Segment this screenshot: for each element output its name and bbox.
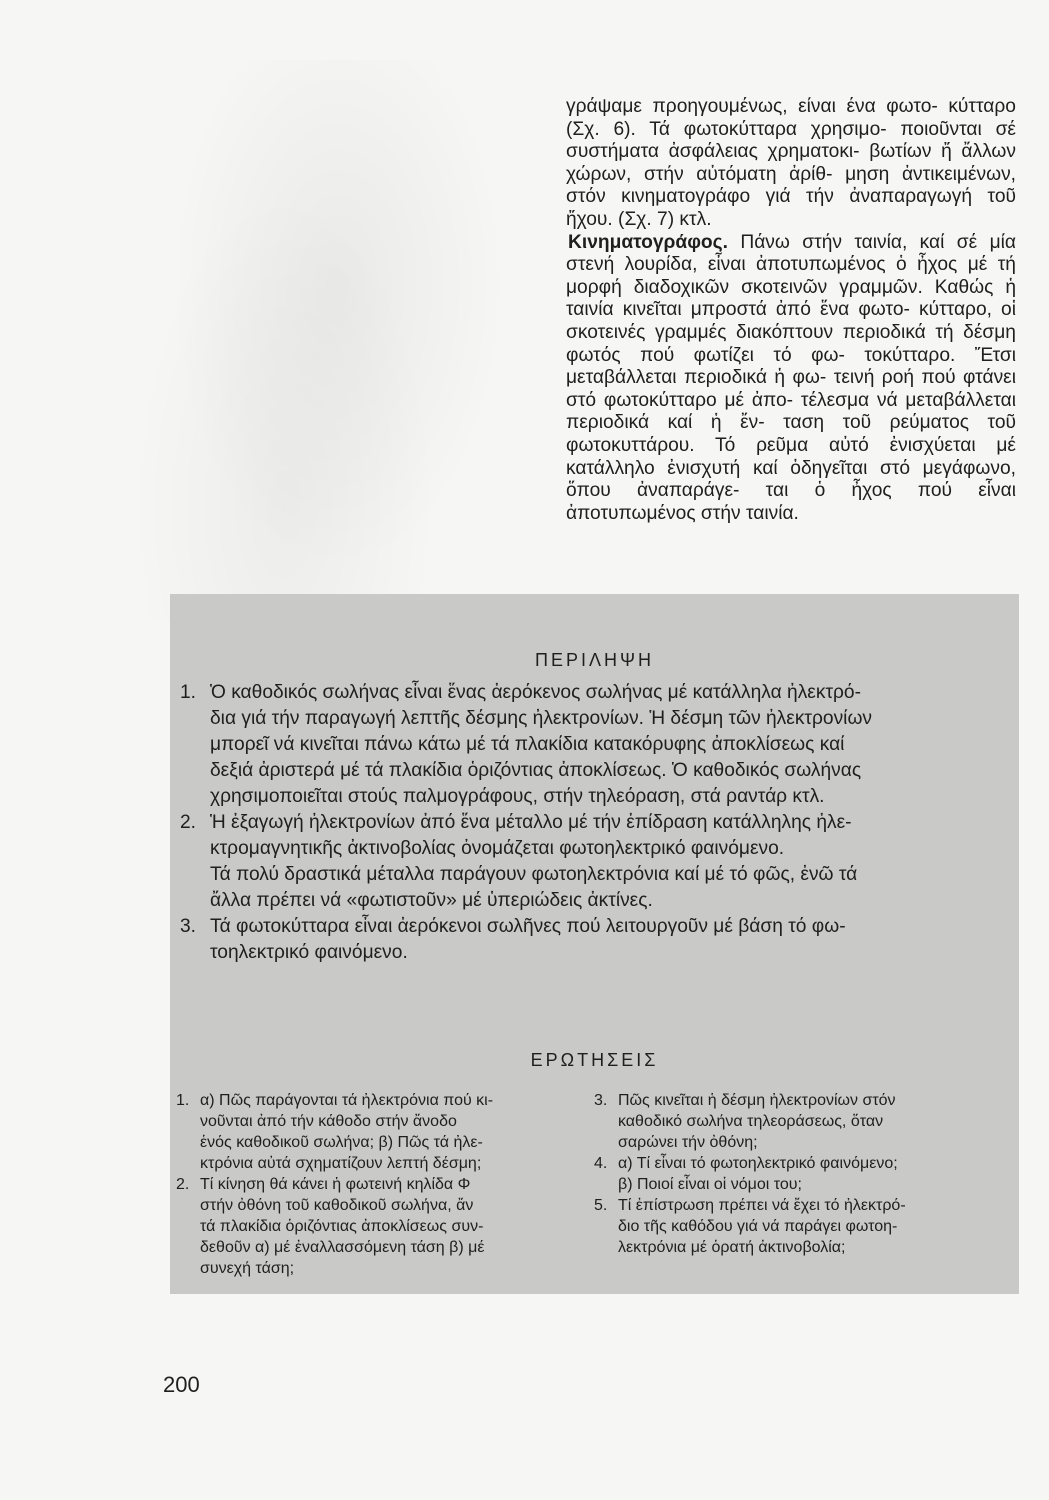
text-line: Τί ἐπίστρωση πρέπει νά ἔχει τό ἠλεκτρό- <box>618 1197 906 1214</box>
text-line: δεξιά ἀριστερά μέ τά πλακίδια ὁριζόντιας ἀποκλίσεως. Ὁ καθοδικός σωλήνας <box>210 760 862 781</box>
item-number: 1. <box>180 682 197 703</box>
text-line: σαρώνει τήν ὀθόνη; <box>618 1134 758 1151</box>
text-line: δια γιά τήν παραγωγή λεπτῆς δέσμης ἠλεκτρονίων. Ἡ δέσμη τῶν ἠλεκτρονίων <box>210 708 873 729</box>
text-line: Πῶς κινεῖται ἡ δέσμη ἠλεκτρονίων στόν <box>618 1092 896 1109</box>
paragraph-cinema <box>566 232 1016 526</box>
text-line: κτρόνια αὐτά σχηματίζουν λεπτή δέσμη; <box>200 1155 482 1172</box>
text-line: Ἡ ἐξαγωγή ἠλεκτρονίων ἀπό ἕνα μέταλλο μέ τήν ἐπίδραση κατάλληλης ἠλε- <box>210 812 852 833</box>
text-line: τήν ἀναπαραγωγή τοῦ ἤχου. (Σχ. 7) κτλ. <box>566 186 1016 230</box>
summary-item <box>180 810 992 914</box>
text-line: τέλεσμα νά μεταβάλλεται περιοδικά καί ἡ ἔν- <box>566 389 1016 434</box>
text-line: ται ὁ ἦχος πού εἶναι ἀποτυπωμένος στήν ταινία. <box>566 480 1016 524</box>
question-item <box>176 1090 576 1174</box>
text-line: στήν ὀθόνη τοῦ καθοδικοῦ σωλήνα, ἄν <box>200 1197 474 1214</box>
questions-left-column <box>176 1090 576 1279</box>
text-line: βωτίων ἤ ἄλλων χώρων, στήν αὐτόματη ἀρίθ- <box>566 141 1016 185</box>
question-item <box>594 1195 999 1258</box>
text-line: δεθοῦν α) μέ ἐναλλασσόμενη τάση β) μέ <box>200 1239 485 1256</box>
text-line: τά πλακίδια ὁριζόντιας ἀποκλίσεως συν- <box>200 1218 484 1235</box>
text-line: διο τῆς καθόδου γιά νά παράγει φωτοη- <box>618 1218 898 1235</box>
summary-title: ΠΕΡΙΛΗΨΗ <box>534 650 655 670</box>
text-line: β) Ποιοί εἶναι οἱ νόμοι του; <box>618 1176 802 1193</box>
item-number: 3. <box>180 916 197 937</box>
text-line: συνεχή τάση; <box>200 1260 295 1277</box>
text-line: α) Πῶς παράγονται τά ἠλεκτρόνια πού κι- <box>200 1092 494 1109</box>
show-through-figure <box>140 60 500 620</box>
text-line: γράψαμε προηγουμένως, είναι ένα φωτο- <box>566 96 938 117</box>
questions-right-column <box>594 1090 999 1258</box>
item-text <box>210 680 992 810</box>
text-line: λεκτρόνια μέ ὁρατή ἀκτινοβολία; <box>618 1239 846 1256</box>
summary-item <box>180 914 992 966</box>
text-line: ταση τοῦ ρεύματος τοῦ φωτοκυττάρου. Τό <box>566 412 1017 456</box>
text-line: τοηλεκτρικό φαινόμενο. <box>210 942 408 963</box>
text-line: χρησιμοποιεῖται στούς παλμογράφους, στήν τηλεόραση, στά ραντάρ κτλ. <box>210 786 825 807</box>
summary-item <box>180 680 992 810</box>
text-line: περιοδικά τή δέσμη φωτός πού φωτίζει τό φω- <box>566 321 1016 366</box>
text-line: καθοδικό σωλήνα τηλεοράσεως, ὅταν <box>618 1113 884 1130</box>
question-text <box>200 1090 493 1174</box>
question-item <box>176 1174 576 1279</box>
item-text <box>210 810 992 914</box>
paragraph-heading: Κινηματογράφος. <box>568 231 728 253</box>
question-number: 5. <box>594 1197 608 1214</box>
text-line: τοκύτταρο. Ἔτσι μεταβάλλεται περιοδικά ἡ φω- <box>566 344 1016 389</box>
text-line: Τά πολύ δραστικά μέταλλα παράγουν φωτοηλεκτρόνια καί μέ τό φῶς, ἐνῶ τά <box>210 864 858 885</box>
text-line: α) Τί εἶναι τό φωτοηλεκτρικό φαινόμενο; <box>618 1155 898 1172</box>
text-line: κύτταρο (Σχ. 6). Τά φωτοκύτταρα χρησιμο- <box>566 96 1016 140</box>
text-line: Τά φωτοκύτταρα εἶναι ἀερόκενοι σωλῆνες πού λειτουργοῦν μέ βάση τό φω- <box>210 916 846 937</box>
page-number: 200 <box>163 1372 200 1397</box>
question-text <box>618 1153 898 1195</box>
text-line: ρεῦμα αὐτό ἐνισχύεται μέ κατάλληλο ἐνισχυτή <box>566 434 1016 479</box>
text-line: Πάνω στήν ταινία, καί σέ <box>727 231 978 253</box>
text-line: ἄλλα πρέπει νά «φωτιστοῦν» μέ ὑπεριώδεις ἀκτίνες. <box>210 890 653 911</box>
text-line: τεινή ροή πού φτάνει στό φωτοκύτταρο μέ ἀπο- <box>566 367 1016 411</box>
text-line: Τί κίνηση θά κάνει ἡ φωτεινή κηλίδα Φ <box>200 1176 471 1193</box>
question-item <box>594 1153 999 1195</box>
questions-title: ΕΡΩΤΗΣΕΙΣ <box>530 1050 659 1070</box>
text-line: κτρομαγνητικῆς ἀκτινοβολίας ὀνομάζεται φωτοηλεκτρικό φαινόμενο. <box>210 838 785 859</box>
body-text <box>566 96 1016 525</box>
text-line: καί ὁδηγεῖται στό μεγάφωνο, ὅπου ἀναπαράγε- <box>566 457 1016 502</box>
question-number: 2. <box>176 1176 190 1193</box>
summary-box <box>170 594 1019 1294</box>
question-item <box>594 1090 999 1153</box>
question-number: 1. <box>176 1092 190 1109</box>
text-line: ποιοῦνται σέ συστήματα ἀσφάλειας χρηματοκι- <box>566 118 1016 163</box>
text-line: μέ τή μορφή διαδοχικῶν σκοτεινῶν γραμμῶν. <box>566 254 1016 298</box>
text-line: μηση ἀντικειμένων, στόν κινηματογράφο γιά <box>566 163 1016 208</box>
question-text <box>618 1090 896 1153</box>
item-text <box>210 914 992 966</box>
question-number: 3. <box>594 1092 608 1109</box>
text-line: Ὁ καθοδικός σωλήνας εἶναι ἕνας ἀερόκενος σωλήνας μέ κατάλληλα ἠλεκτρό- <box>210 682 861 703</box>
question-number: 4. <box>594 1155 608 1172</box>
text-line: Καθώς ἡ ταινία κινεῖται μπροστά ἀπό ἕνα φωτο- <box>566 276 1016 321</box>
paragraph-photocell-uses <box>566 96 1016 232</box>
text-line: μπορεῖ νά κινεῖται πάνω κάτω μέ τά πλακίδια κατακόρυφης ἀποκλίσεως καί <box>210 734 845 755</box>
item-number: 2. <box>180 812 197 833</box>
text-line: νοῦνται ἀπό τήν κάθοδο στήν ἄνοδο <box>200 1113 457 1130</box>
question-text <box>618 1195 906 1258</box>
text-line: μία στενή λουρίδα, εἶναι ἀποτυπωμένος ὁ ἦχος <box>566 231 1016 276</box>
question-text <box>200 1174 484 1279</box>
summary-list <box>180 680 992 966</box>
text-line: ἑνός καθοδικοῦ σωλήνα; β) Πῶς τά ἠλε- <box>200 1134 483 1151</box>
text-line: κύτταρο, οἱ σκοτεινές γραμμές διακόπτουν <box>566 299 1016 343</box>
